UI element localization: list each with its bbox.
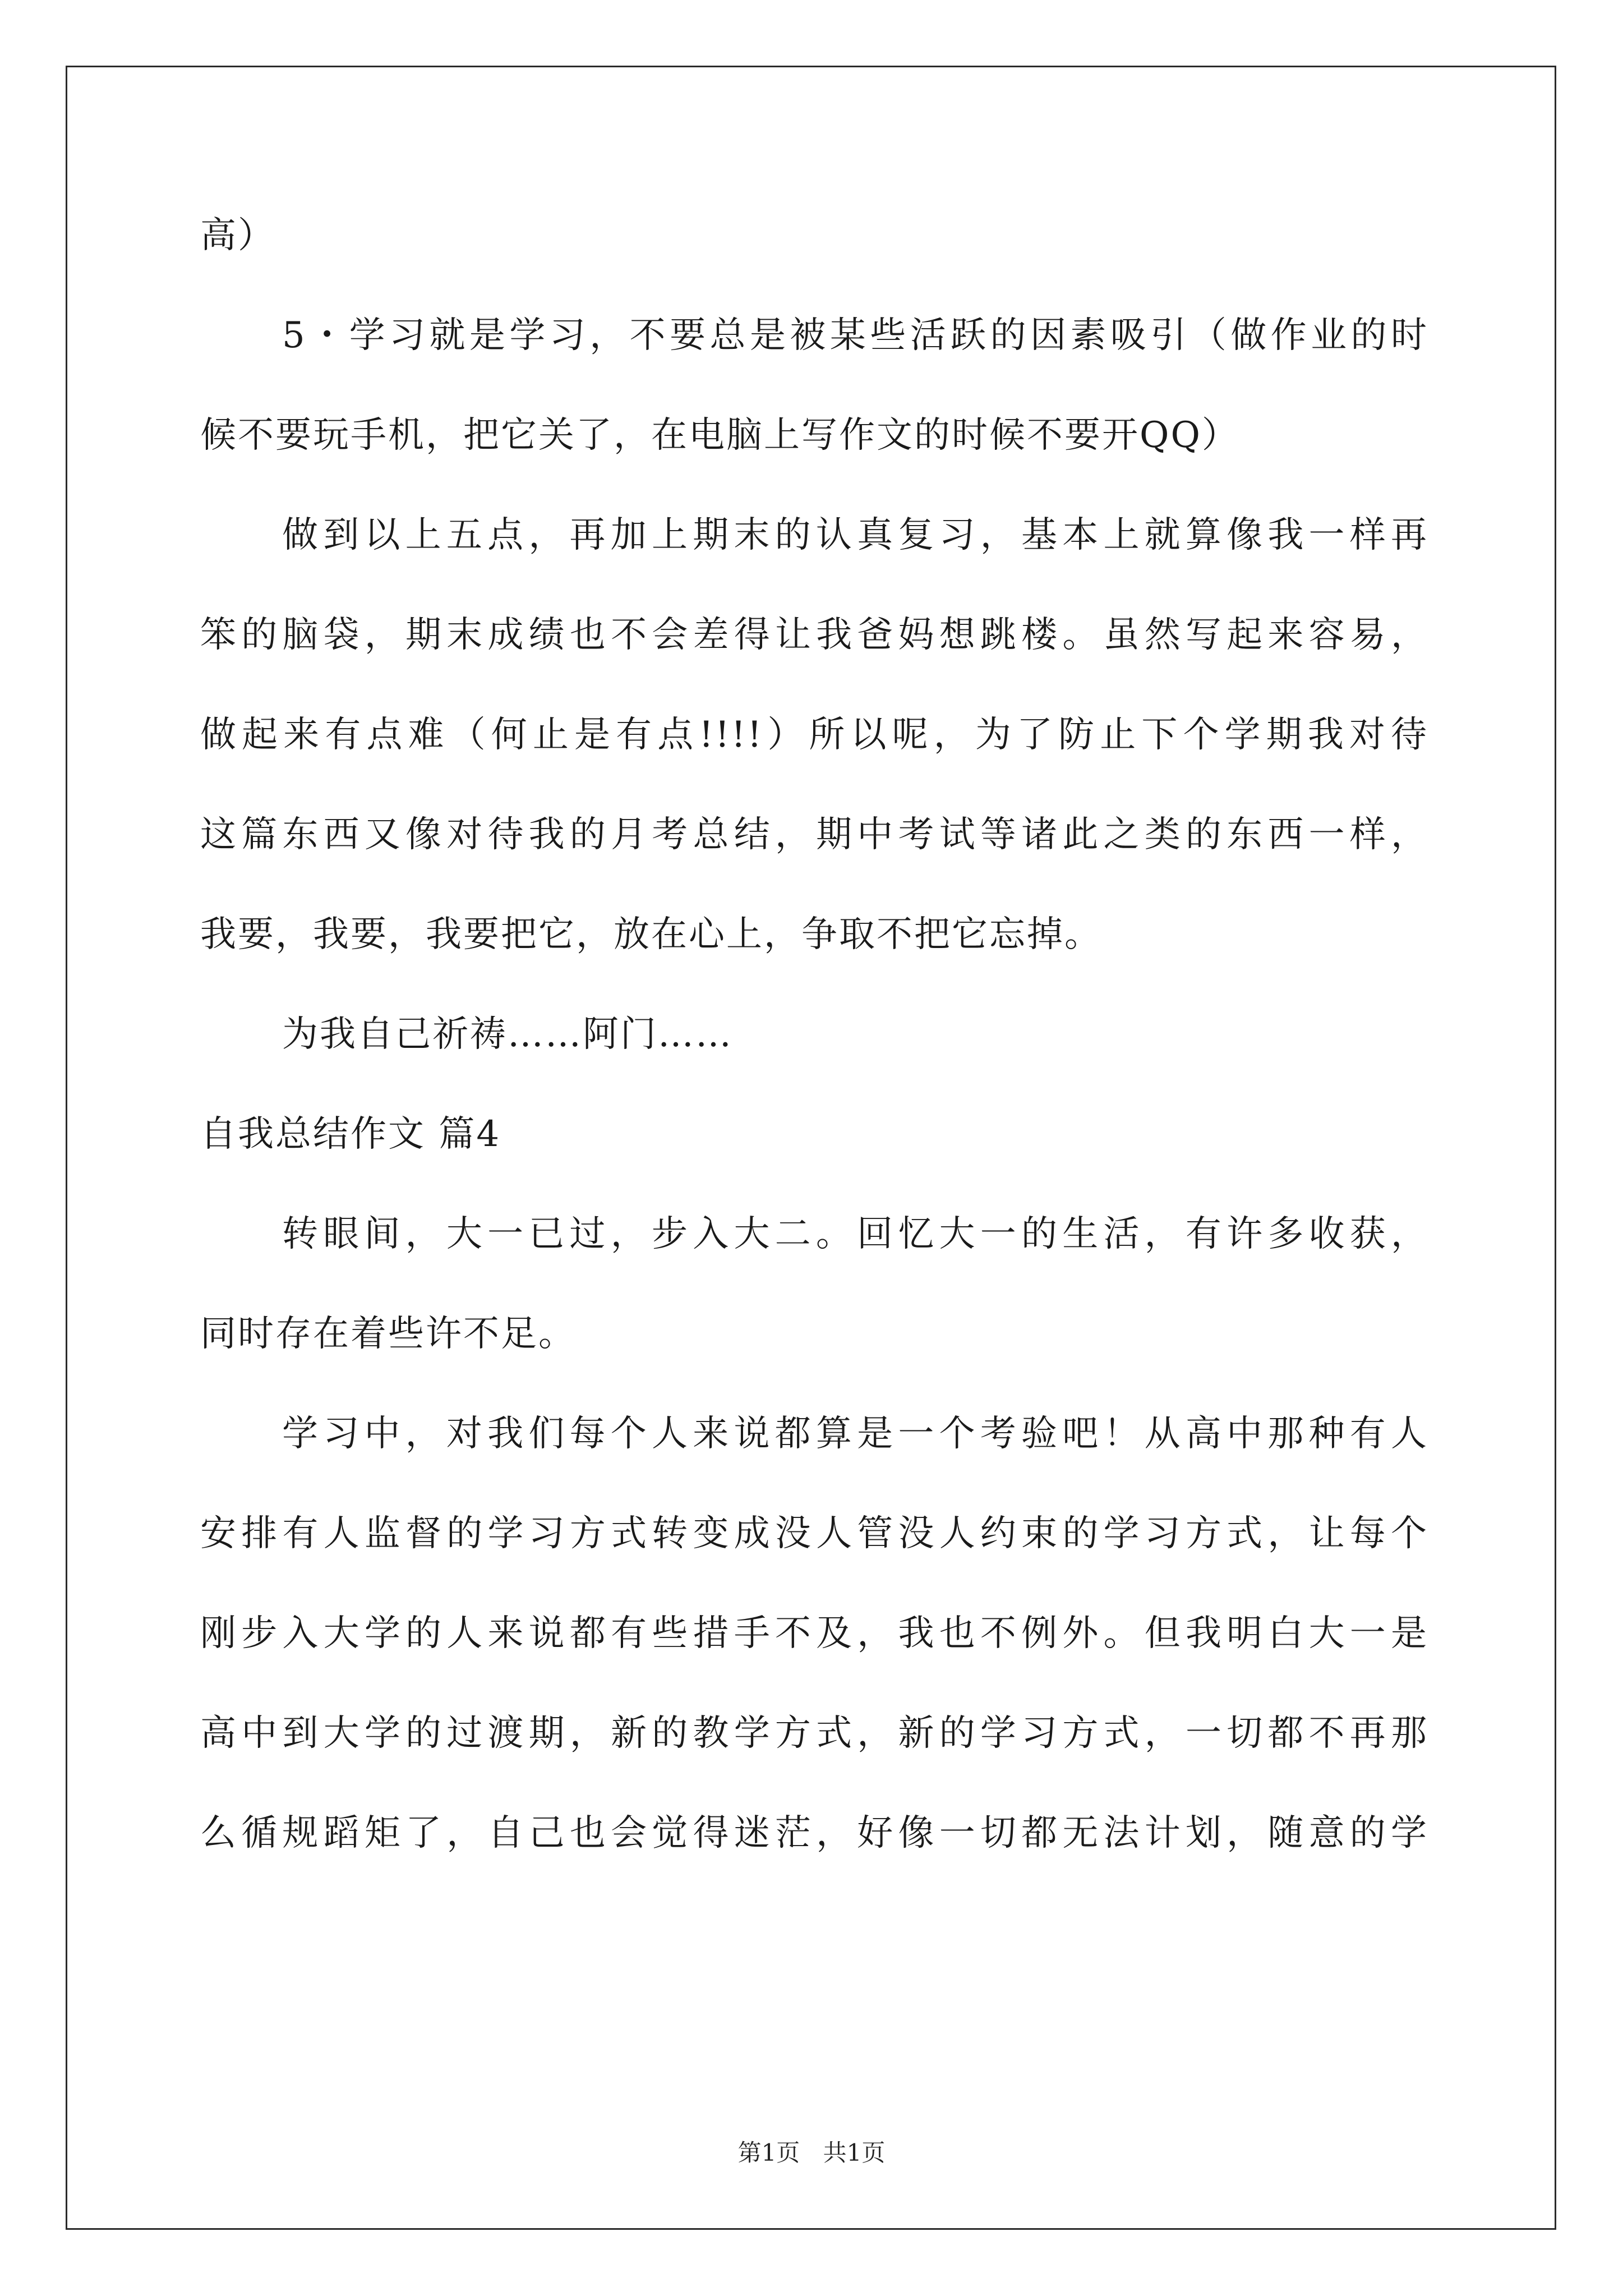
paragraph-line: 做到以上五点，再加上期末的认真复习，基本上就算像我一样再 xyxy=(282,514,1428,556)
paragraph-line: 高中到大学的过渡期，新的教学方式，新的学习方式，一切都不再那 xyxy=(200,1713,1428,1754)
page-number-total: 共1页 xyxy=(823,2139,886,2166)
paragraph-line: 为我自己祈祷……阿门…… xyxy=(282,1014,733,1055)
paragraph-line: 同时存在着些许不足。 xyxy=(200,1313,576,1355)
paragraph-line: 安排有人监督的学习方式转变成没人管没人约束的学习方式，让每个 xyxy=(200,1513,1428,1554)
page-footer xyxy=(0,2137,1623,2169)
paragraph-line: 学习中，对我们每个人来说都算是一个考验吧！从高中那种有人 xyxy=(282,1413,1428,1455)
text-line: 候不要玩手机，把它关了，在电脑上写作文的时候不要开QQ） xyxy=(200,415,1239,456)
section-heading: 自我总结作文 篇4 xyxy=(200,1114,501,1155)
paragraph-line: 么循规蹈矩了，自己也会觉得迷茫，好像一切都无法计划，随意的学 xyxy=(200,1812,1428,1854)
paragraph-line: 刚步入大学的人来说都有些措手不及，我也不例外。但我明白大一是 xyxy=(200,1613,1428,1654)
paragraph-line: 这篇东西又像对待我的月考总结，期中考试等诸此之类的东西一样， xyxy=(200,814,1428,855)
text-line: 高） xyxy=(200,215,275,256)
list-item-5: 5・学习就是学习，不要总是被某些活跃的因素吸引（做作业的时 xyxy=(282,315,1428,356)
paragraph-line: 做起来有点难（何止是有点!!!!）所以呢，为了防止下个学期我对待 xyxy=(200,714,1428,756)
paragraph-line: 我要，我要，我要把它，放在心上，争取不把它忘掉。 xyxy=(200,914,1102,955)
paragraph-line: 笨的脑袋，期末成绩也不会差得让我爸妈想跳楼。虽然写起来容易， xyxy=(200,614,1428,656)
paragraph-line: 转眼间，大一已过，步入大二。回忆大一的生活，有许多收获， xyxy=(282,1213,1428,1255)
page-number-current: 第1页 xyxy=(737,2139,800,2166)
